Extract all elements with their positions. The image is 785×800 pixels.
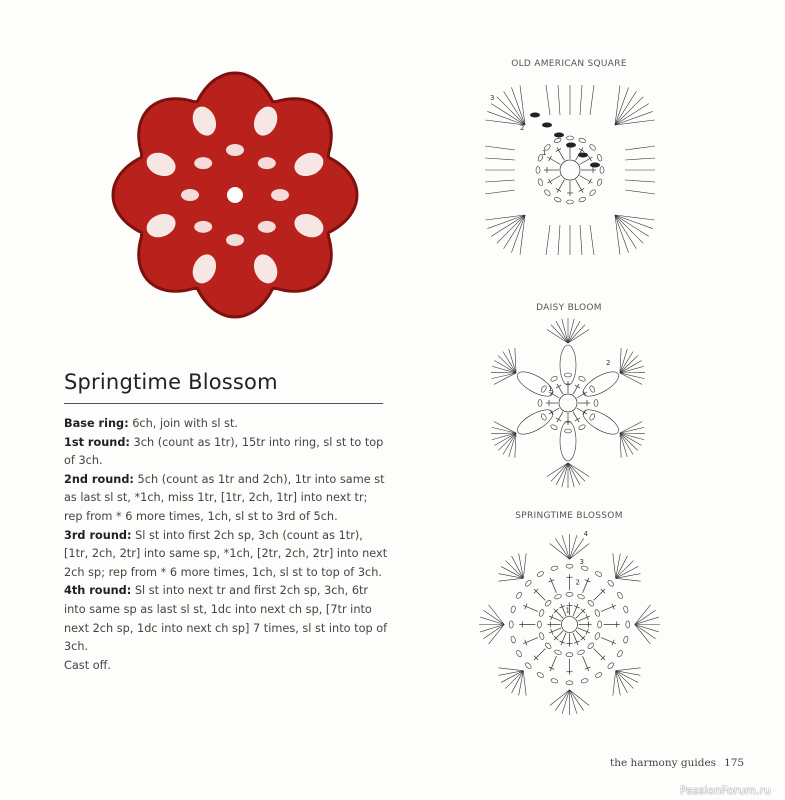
chain xyxy=(565,373,572,377)
side-stitch xyxy=(625,158,655,160)
scallop-stitch xyxy=(613,671,616,696)
chain xyxy=(598,621,602,628)
scallop-stitch xyxy=(489,605,505,625)
chain xyxy=(607,579,615,587)
petal-chain xyxy=(580,367,623,401)
petal-chain xyxy=(560,421,576,461)
petal-chain xyxy=(560,345,576,385)
stitch xyxy=(549,628,561,633)
instruction-cast-off: Cast off. xyxy=(64,658,112,672)
chain xyxy=(626,621,630,628)
stitch xyxy=(576,180,584,193)
corner-stitch xyxy=(615,104,649,125)
stitch xyxy=(547,157,560,165)
scallop-stitch xyxy=(635,617,659,624)
page-number: 175 xyxy=(724,757,745,769)
book-title: the harmony guides xyxy=(610,757,717,769)
crochet-motif-photo xyxy=(105,65,365,325)
chain xyxy=(567,200,574,204)
chain xyxy=(554,593,562,599)
round-number: 2 xyxy=(520,124,525,132)
petal-stitch xyxy=(620,422,642,433)
scallop-stitch xyxy=(635,625,651,645)
instruction-round-3: 3rd round: Sl st into first 2ch sp, 3ch (count as 1tr), [1tr, 2ch, 2tr] into same sp, *1ch, [2tr, 2ch, 2tr] into next 2ch sp; rep from * 6 more times, 1ch, sl st to top of 3ch. xyxy=(64,528,388,579)
petal-stitch xyxy=(494,373,516,384)
chain xyxy=(567,136,574,140)
chain xyxy=(536,167,540,174)
chain xyxy=(554,649,562,655)
side-stitch xyxy=(546,85,550,115)
motif-hole xyxy=(271,189,289,201)
petal-stitch xyxy=(620,427,644,433)
corner-stitch xyxy=(615,215,643,243)
center-ring xyxy=(560,160,580,180)
start-marker xyxy=(590,163,600,168)
motif-hole xyxy=(258,157,276,169)
chain xyxy=(543,189,551,197)
petal-stitch xyxy=(492,427,516,433)
stitch-bar xyxy=(556,188,561,191)
side-stitch xyxy=(546,225,550,255)
stitch-bar xyxy=(588,179,591,184)
round-number: 2 xyxy=(606,359,611,367)
stitch xyxy=(576,631,585,640)
corner-stitch xyxy=(615,215,655,220)
start-marker xyxy=(554,133,564,138)
stitch xyxy=(580,176,593,184)
side-stitch xyxy=(625,180,655,182)
corner-stitch xyxy=(487,111,525,125)
scallop-stitch xyxy=(489,625,505,645)
chain xyxy=(524,662,532,670)
chain xyxy=(587,599,595,607)
chain xyxy=(550,565,558,571)
stitch xyxy=(573,604,578,616)
start-marker xyxy=(530,113,540,118)
instruction-round-1: 1st round: 3ch (count as 1tr), 15tr into ring, sl st to top of 3ch. xyxy=(64,435,384,468)
scallop-stitch xyxy=(483,625,504,639)
corner-stitch xyxy=(497,215,525,243)
corner-stitch xyxy=(520,85,525,125)
corner-stitch xyxy=(491,215,525,236)
corner-stitch xyxy=(615,215,620,255)
chain xyxy=(616,591,623,599)
stitch-bar xyxy=(549,156,552,161)
chain xyxy=(538,609,544,617)
stitch xyxy=(594,649,605,660)
stitch-bar xyxy=(549,179,552,184)
motif-hole xyxy=(194,221,212,233)
scallop-stitch xyxy=(616,668,641,671)
side-stitch xyxy=(590,225,594,255)
petal-chain xyxy=(580,405,623,439)
chain xyxy=(566,653,573,657)
chain xyxy=(550,678,558,684)
corner-stitch xyxy=(615,87,629,125)
corner-stitch xyxy=(615,85,620,125)
corner-stitch xyxy=(504,215,525,249)
motif-hole xyxy=(226,234,244,246)
chain xyxy=(566,564,573,568)
motif-center-ring xyxy=(227,187,243,203)
chain xyxy=(587,642,595,650)
petal-chain xyxy=(514,405,557,439)
round-number: 1 xyxy=(565,605,570,615)
scallop-stitch xyxy=(635,605,651,625)
stitch xyxy=(580,157,593,165)
chain xyxy=(595,671,603,678)
chain xyxy=(554,137,562,143)
chain xyxy=(607,662,615,670)
stitch xyxy=(578,628,590,633)
stitch xyxy=(573,633,578,645)
chain xyxy=(596,154,602,162)
chain xyxy=(554,196,562,202)
chain xyxy=(537,178,543,186)
side-stitch xyxy=(625,146,655,150)
instruction-round-2: 2nd round: 5ch (count as 1tr and 2ch), 1tr into same st as last sl st, *1ch, miss 1tr, [1tr, 2ch, 1tr] into next tr; rep from * 6 more times, 1ch, sl st to 3rd of 5ch. xyxy=(64,472,385,523)
chain xyxy=(589,189,597,197)
pattern-instructions xyxy=(64,415,388,675)
corner-stitch xyxy=(511,87,525,125)
stitch xyxy=(576,609,585,618)
petal-stitch xyxy=(491,372,516,373)
corner-stitch xyxy=(487,215,525,229)
stitch-bar xyxy=(575,385,580,388)
petal-stitch xyxy=(620,373,642,384)
stitch xyxy=(534,589,545,600)
chain xyxy=(536,671,544,678)
chain xyxy=(566,592,573,596)
chain xyxy=(600,167,604,174)
chain xyxy=(537,621,541,628)
center-ring xyxy=(561,616,577,632)
round-number: 1 xyxy=(542,149,547,157)
scallop-stitch xyxy=(523,553,526,578)
scallop-stitch xyxy=(635,625,656,639)
scallop-stitch xyxy=(498,578,523,581)
scallop-stitch xyxy=(550,690,570,706)
center-ring xyxy=(559,394,577,412)
start-marker xyxy=(542,123,552,128)
corner-stitch xyxy=(485,215,525,220)
title-divider xyxy=(64,403,383,404)
corner-stitch xyxy=(491,104,525,125)
chain xyxy=(577,593,585,599)
corner-stitch xyxy=(615,120,655,125)
chain xyxy=(594,632,600,640)
chain xyxy=(550,375,558,382)
stitch xyxy=(561,633,566,645)
scallop-stitch xyxy=(562,690,569,714)
corner-stitch xyxy=(615,215,653,229)
scallop-stitch xyxy=(480,625,504,632)
start-marker xyxy=(566,143,576,148)
chain xyxy=(550,424,558,431)
round-number: 2 xyxy=(575,577,580,587)
stitch xyxy=(534,649,545,660)
scallop-stitch xyxy=(555,538,569,559)
side-stitch xyxy=(558,225,560,255)
chain xyxy=(524,579,532,587)
stitch-bar xyxy=(579,149,584,152)
corner-stitch xyxy=(615,215,636,249)
chain xyxy=(578,196,586,202)
chain xyxy=(565,429,572,433)
corner-stitch xyxy=(504,91,525,125)
chain xyxy=(516,591,523,599)
petal-stitch xyxy=(620,433,645,434)
stitch-bar xyxy=(579,188,584,191)
chain xyxy=(589,413,596,421)
petal-stitch xyxy=(620,373,644,379)
chain xyxy=(544,599,552,607)
scallop-stitch xyxy=(555,690,569,711)
stitch xyxy=(554,609,563,618)
stitch xyxy=(557,147,565,160)
scallop-stitch xyxy=(570,690,577,714)
chain xyxy=(578,375,586,382)
petal-chain xyxy=(514,367,557,401)
chain xyxy=(616,650,623,658)
chain xyxy=(581,678,589,684)
petal-stitch xyxy=(620,372,645,373)
chain xyxy=(540,413,547,421)
instruction-round-4: 4th round: Sl st into next tr and first 2ch sp, 3ch, 6tr into same sp as last sl st, 1dc into next ch sp, [7tr into next 2ch sp, 1dc into next ch sp] 7 times, sl st into top of 3ch. xyxy=(64,584,388,654)
chain xyxy=(578,424,586,431)
chain xyxy=(510,636,516,644)
scallop-stitch xyxy=(635,625,659,632)
corner-stitch xyxy=(615,215,629,253)
chain xyxy=(595,571,603,578)
chain xyxy=(516,650,523,658)
side-stitch xyxy=(580,225,582,255)
diagram-label-springtime-blossom: SPRINGTIME BLOSSOM xyxy=(515,511,623,521)
side-stitch xyxy=(625,190,655,194)
springtime-blossom-diagram xyxy=(472,527,667,722)
chain xyxy=(538,632,544,640)
stitch xyxy=(578,616,590,621)
petal-stitch xyxy=(492,373,516,379)
corner-stitch xyxy=(511,215,525,253)
side-stitch xyxy=(485,146,515,150)
corner-stitch xyxy=(615,97,643,125)
corner-stitch xyxy=(520,215,525,255)
scallop-stitch xyxy=(550,544,570,560)
corner-stitch xyxy=(615,91,636,125)
petal-stitch xyxy=(491,433,516,434)
stitch xyxy=(594,589,605,600)
motif-hole xyxy=(258,221,276,233)
scallop-stitch xyxy=(635,610,656,624)
scallop-stitch xyxy=(498,668,523,671)
side-stitch xyxy=(485,180,515,182)
stitch xyxy=(557,180,565,193)
chain xyxy=(544,642,552,650)
stitch xyxy=(549,616,561,621)
scallop-stitch xyxy=(562,535,569,559)
stitch xyxy=(547,176,560,184)
stitch-bar xyxy=(588,156,591,161)
round-number: 3 xyxy=(490,94,495,102)
petal-stitch xyxy=(494,422,516,433)
scallop-stitch xyxy=(570,690,590,706)
chain xyxy=(540,385,547,393)
side-stitch xyxy=(590,85,594,115)
scallop-stitch xyxy=(483,610,504,624)
scallop-stitch xyxy=(613,553,616,578)
instruction-base-ring: Base ring: 6ch, join with sl st. xyxy=(64,417,239,430)
chain xyxy=(589,143,597,151)
corner-stitch xyxy=(497,97,525,125)
scallop-stitch xyxy=(570,535,577,559)
chain xyxy=(623,605,629,613)
side-stitch xyxy=(485,158,515,160)
old-american-square-diagram xyxy=(475,75,665,265)
scallop-stitch xyxy=(616,578,641,581)
stitch-bar xyxy=(556,149,561,152)
scallop-stitch xyxy=(523,671,526,696)
diagram-label-old-american-square: OLD AMERICAN SQUARE xyxy=(511,59,627,69)
chain xyxy=(577,649,585,655)
chain xyxy=(596,178,602,186)
chain xyxy=(594,609,600,617)
chain xyxy=(536,571,544,578)
chain xyxy=(510,605,516,613)
chain xyxy=(623,636,629,644)
chain xyxy=(538,400,542,407)
corner-stitch xyxy=(615,111,653,125)
round-number: 1 xyxy=(548,385,553,393)
scallop-stitch xyxy=(480,617,504,624)
round-number: 3 xyxy=(579,557,585,567)
stitch-bar xyxy=(556,385,561,388)
chain xyxy=(566,681,573,685)
pattern-title: Springtime Blossom xyxy=(64,370,278,394)
scallop-stitch xyxy=(570,690,584,711)
chain xyxy=(509,621,513,628)
chain xyxy=(589,385,596,393)
chain xyxy=(594,400,598,407)
stitch-bar xyxy=(556,418,561,421)
diagram-label-daisy-bloom: DAISY BLOOM xyxy=(536,303,602,313)
start-marker xyxy=(578,153,588,158)
side-stitch xyxy=(558,85,560,115)
daisy-bloom-diagram xyxy=(478,318,658,488)
chain xyxy=(578,137,586,143)
round-number: 4 xyxy=(583,529,589,539)
side-stitch xyxy=(580,85,582,115)
stitch xyxy=(554,631,563,640)
motif-hole xyxy=(226,144,244,156)
scallop-stitch xyxy=(570,538,584,559)
page-footer xyxy=(610,757,744,769)
side-stitch xyxy=(485,190,515,194)
stitch-bar xyxy=(575,418,580,421)
watermark: PassionForum.ru xyxy=(680,784,771,797)
corner-stitch xyxy=(615,215,649,236)
motif-hole xyxy=(181,189,199,201)
motif-hole xyxy=(194,157,212,169)
